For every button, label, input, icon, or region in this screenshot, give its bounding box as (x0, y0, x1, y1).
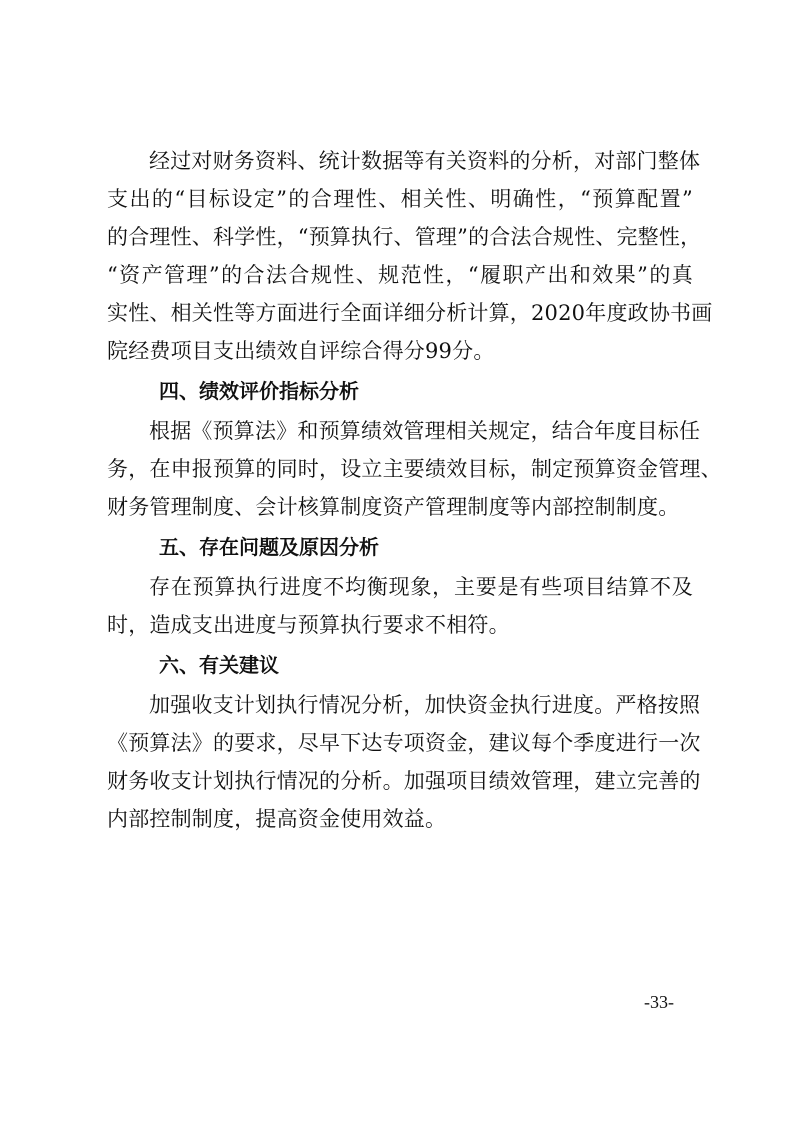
text-line: 院经费项目支出绩效自评综合得分99分。 (107, 339, 495, 363)
page-number: -33- (644, 992, 674, 1012)
text-line: 财务收支计划执行情况的分析。加强项目绩效管理，建立完善的 (107, 769, 701, 793)
section-heading-problems: 五、存在问题及原因分析 (159, 535, 379, 559)
paragraph-problems (107, 568, 693, 644)
section-heading-indicator-analysis: 四、绩效评价指标分析 (159, 379, 359, 403)
paragraph-indicator-analysis (107, 412, 722, 526)
text-line: 时，造成支出进度与预算执行要求不相符。 (107, 613, 510, 637)
text-line: 支出的“目标设定”的合理性、相关性、明确性，“预算配置” (107, 187, 693, 211)
text-line: 的合理性、科学性，“预算执行、管理”的合法合规性、完整性， (107, 225, 702, 249)
text-line: 加强收支计划执行情况分析，加快资金执行进度。严格按照 (149, 693, 701, 717)
text-line: 《预算法》的要求，尽早下达专项资金，建议每个季度进行一次 (107, 731, 701, 755)
text-line: 财务管理制度、会计核算制度资产管理制度等内部控制制度。 (107, 495, 680, 519)
paragraph-suggestions (107, 686, 701, 838)
section-heading-suggestions: 六、有关建议 (159, 653, 279, 677)
text-line: 实性、相关性等方面进行全面详细分析计算，2020年度政协书画 (107, 301, 713, 325)
text-line: 存在预算执行进度不均衡现象，主要是有些项目结算不及 (149, 575, 693, 599)
paragraph-overall-evaluation (107, 142, 713, 370)
text-line: 根据《预算法》和预算绩效管理相关规定，结合年度目标任 (149, 419, 701, 443)
text-line: 务，在申报预算的同时，设立主要绩效目标，制定预算资金管理、 (107, 457, 722, 481)
text-line: “资产管理”的合法合规性、规范性，“履职产出和效果”的真 (107, 263, 693, 287)
text-line: 经过对财务资料、统计数据等有关资料的分析，对部门整体 (149, 149, 701, 173)
text-line: 内部控制制度，提高资金使用效益。 (107, 807, 447, 831)
document-body (107, 142, 722, 838)
